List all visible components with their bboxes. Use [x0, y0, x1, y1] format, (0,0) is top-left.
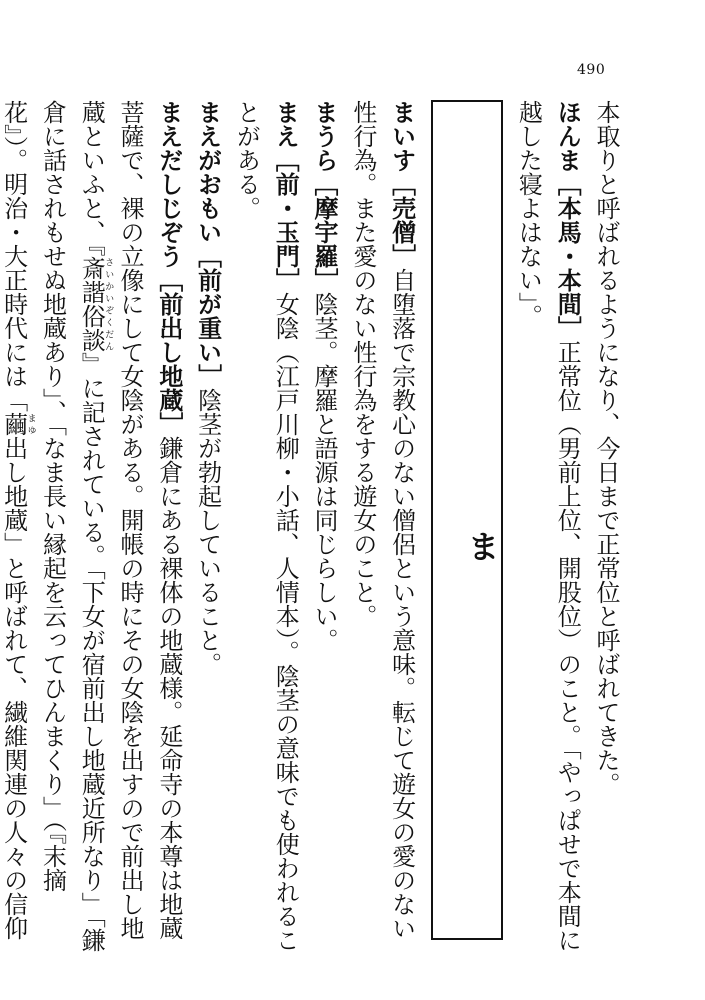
headword: まえだしじぞう — [154, 100, 184, 268]
definition-part-a: 鎌倉にある裸体の地蔵様。延命寺の本尊は地蔵菩薩で、裸の立像にして女陰がある。開帳の時にその女陰を出すので前出し地蔵といふと、『 — [77, 100, 183, 940]
headword-kanji: ［前が重い］ — [193, 244, 223, 388]
dictionary-text — [0, 100, 625, 960]
definition: 陰茎。摩羅と語源は同じらしい。 — [310, 292, 339, 652]
headword: まうら — [310, 100, 340, 172]
definition-part-c: 出し地蔵」と呼ばれて、繊維関連の人々の信仰 — [0, 436, 28, 940]
ruby-saikaizokudan: 斎諧俗談さいかいぞくだん — [77, 256, 114, 352]
headword-kanji: ［本馬・本間］ — [553, 172, 583, 340]
headword: まえがおもい — [193, 100, 223, 244]
definition: 女陰（江戸川柳・小話、人情本）。陰茎の意味でも使われることがある。 — [232, 100, 300, 952]
definition: 正常位（男前上位、開股位）のこと。「やっぱせで本間に越した寝よはない」。 — [514, 100, 582, 952]
definition-part-b: 』に記されている。「下女が宿前出し地蔵近所なり」「鎌倉に話されもせぬ地蔵あり」、「なま長い縁起を云ってひんまくり」（『末摘花』）。明治・大正時代には「 — [0, 100, 106, 952]
entry-maegaomoi — [188, 100, 227, 960]
entry-maedashijizou — [0, 100, 188, 960]
entry-maisu — [343, 100, 421, 960]
entry-maura — [304, 100, 343, 960]
paragraph-continuation: 本取りと呼ばれるようになり、今日まで正常位と呼ばれてきた。 — [592, 100, 620, 796]
entry-mae — [227, 100, 305, 960]
headword: まいす — [387, 100, 417, 172]
page-number: 490 — [577, 62, 606, 78]
headword-kanji: ［前・玉門］ — [271, 148, 301, 292]
definition: 陰茎が勃起していること。 — [193, 388, 222, 676]
headword-kanji: ［摩宇羅］ — [310, 172, 340, 292]
section-heading-box — [431, 100, 503, 940]
headword: まえ — [271, 100, 301, 148]
headword-kanji: ［売僧］ — [387, 172, 417, 268]
entry-honma — [509, 100, 587, 960]
headword: ほんま — [553, 100, 583, 172]
section-kana: ま — [462, 530, 501, 562]
headword-kanji: ［前出し地蔵］ — [154, 268, 184, 436]
definition: 自堕落で宗教心のない僧侶という意味。転じて遊女の愛のない性行為。また愛のない性行為をする遊女のこと。 — [348, 100, 416, 940]
ruby-mayu: 繭まゆ — [0, 412, 36, 436]
